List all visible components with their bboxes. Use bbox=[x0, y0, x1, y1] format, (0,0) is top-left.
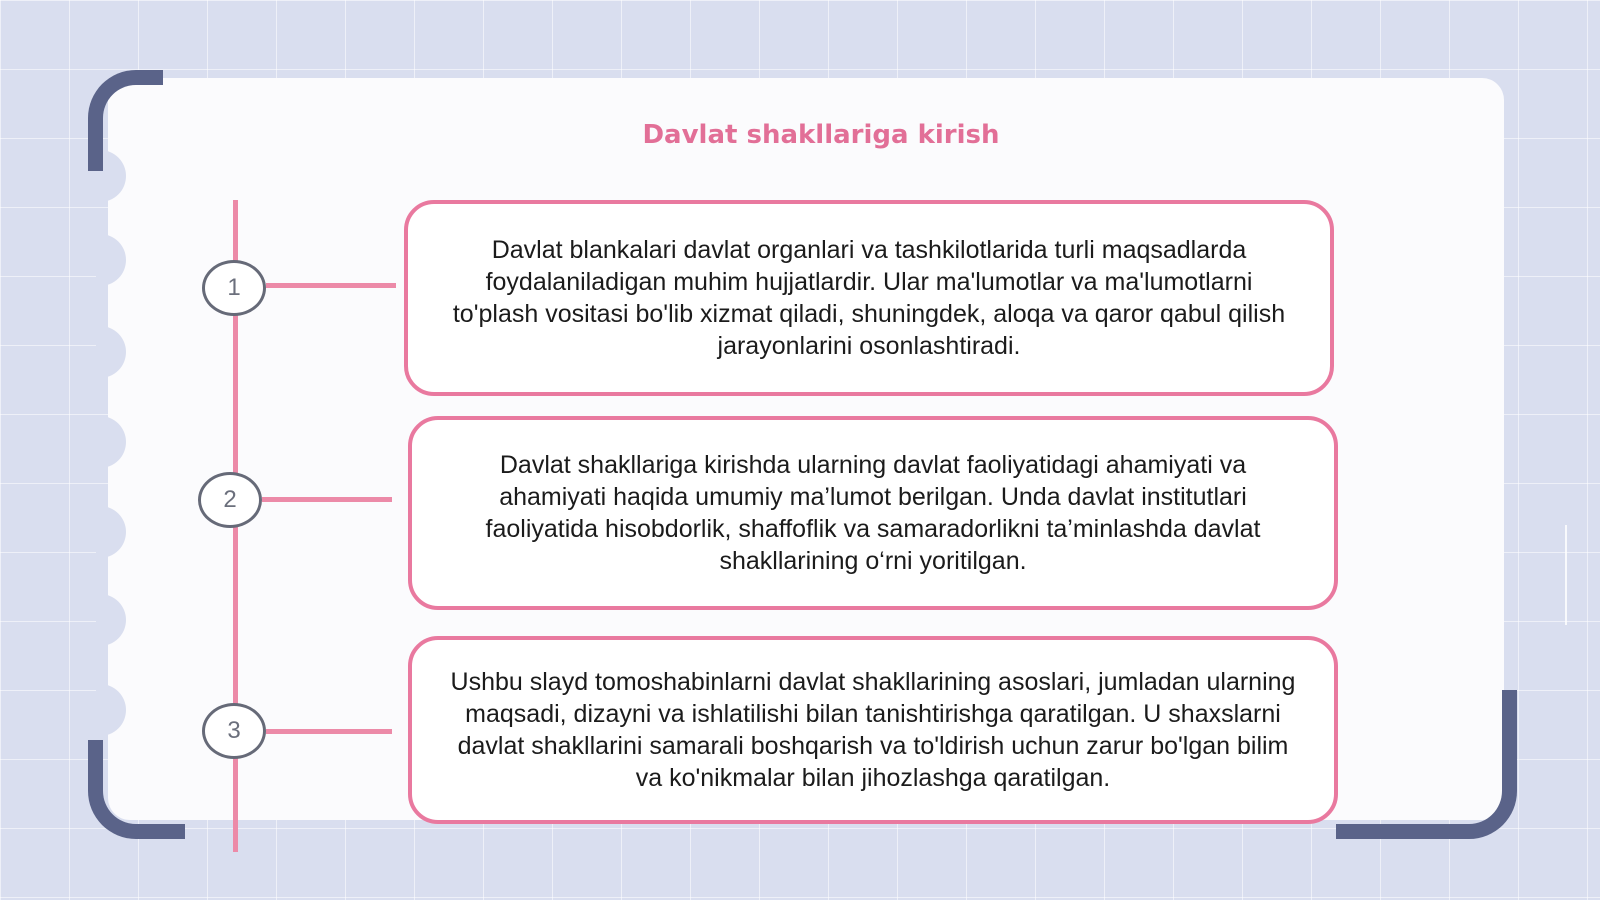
corner-bracket-bottom-right bbox=[1336, 690, 1517, 839]
connector-3 bbox=[266, 729, 392, 734]
content-text-3: Ushbu slayd tomoshabinlarni davlat shakllarining asoslari, jumladan ularning maqsadi, dizayni va ishlatilishi bilan tanishtirishga qaratilgan. U shaxslarni davlat shakllarini samarali boshqarish va to'ldirish uchun zarur bo'lgan bilim va ko'nikmalar bilan jihozlashga qaratilgan. bbox=[450, 668, 1296, 792]
content-text-1: Davlat blankalari davlat organlari va tashkilotlarida turli maqsadlarda foydalaniladigan muhim hujjatlardir. Ular ma'lumotlar va ma'lumotlarni to'plash vositasi bo'lib xizmat qiladi, shuningdek, aloqa va qaror qabul qilish jarayonlarini osonlashtiradi. bbox=[452, 236, 1286, 360]
content-text-2: Davlat shakllariga kirishda ularning davlat faoliyatidagi ahamiyati va ahamiyati haqida umumiy ma’lumot berilgan. Unda davlat institutlari faoliyatida hisobdorlik, shaffoflik va samaradorlikni ta’minlashda davlat shakllarining o‘rni yoritilgan. bbox=[485, 451, 1261, 575]
step-number-1: 1 bbox=[202, 260, 266, 316]
content-box-1 bbox=[404, 200, 1334, 396]
decorative-line bbox=[1565, 525, 1567, 625]
slide-title: Davlat shakllariga kirish bbox=[642, 120, 1000, 150]
content-box-2 bbox=[408, 416, 1338, 610]
connector-2 bbox=[262, 497, 392, 502]
content-box-3 bbox=[408, 636, 1338, 824]
corner-bracket-bottom-left bbox=[88, 740, 185, 839]
connector-1 bbox=[266, 283, 396, 288]
step-number-3: 3 bbox=[202, 703, 266, 759]
notebook-scallop-edge bbox=[96, 150, 126, 750]
step-number-2: 2 bbox=[198, 472, 262, 528]
